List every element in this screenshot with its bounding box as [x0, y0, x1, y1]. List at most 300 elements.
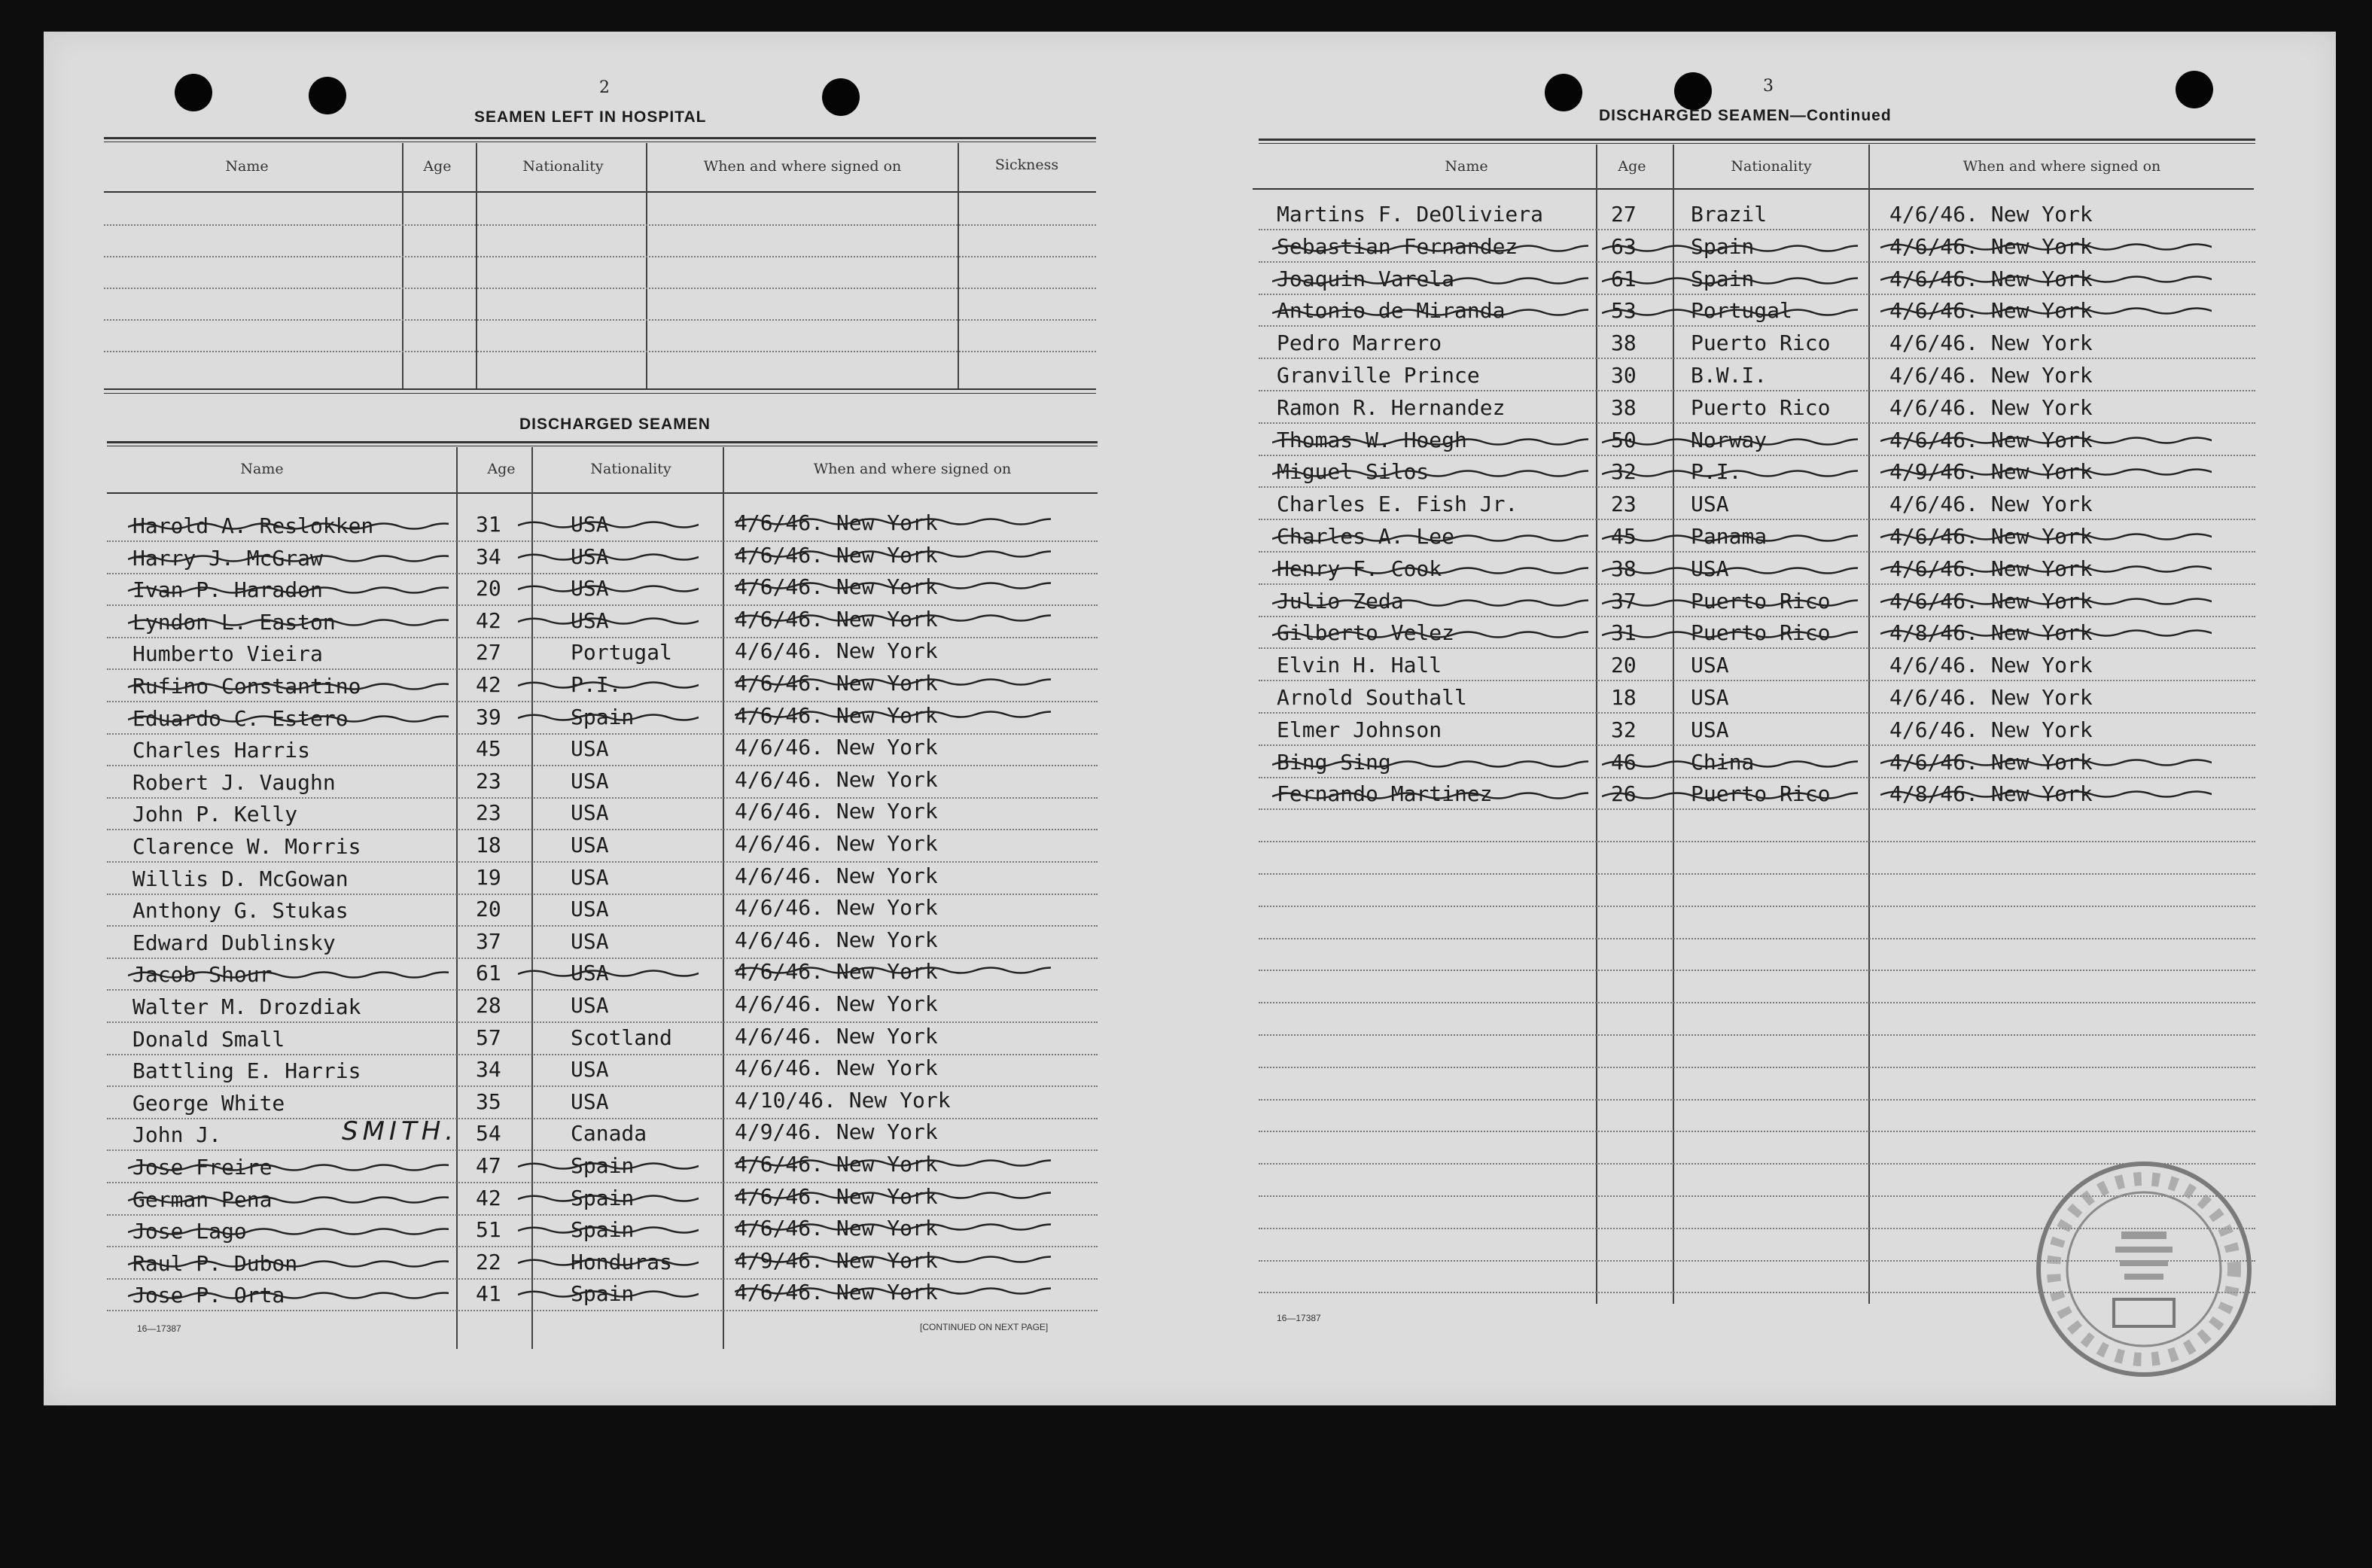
entry-line [1259, 583, 2255, 585]
punch-hole [1674, 72, 1712, 110]
seaman-name: Pedro Marrero [1277, 330, 1442, 355]
strike-through-line [128, 550, 449, 565]
strike-through-line [1602, 787, 1858, 802]
entry-line [104, 319, 1096, 321]
strike-through-line [518, 1190, 699, 1205]
strike-through-line [518, 965, 699, 980]
seaman-name: Willis D. McGowan [132, 866, 349, 891]
seaman-age: 26 [1611, 781, 1637, 806]
col-header-nationality: Nationality [590, 461, 671, 477]
entry-line [107, 1310, 1098, 1311]
signed-on: 4/6/46. New York [735, 767, 938, 792]
entry-line [104, 288, 1096, 289]
strike-through-line [735, 1187, 1051, 1202]
seaman-nationality: Canada [571, 1121, 647, 1146]
seaman-nationality: Spain [571, 1281, 635, 1306]
seaman-age: 23 [476, 769, 501, 793]
entry-line [1259, 325, 2255, 327]
seaman-age: 41 [476, 1281, 501, 1306]
discharged-title: DISCHARGED SEAMEN [519, 416, 711, 433]
signed-on: 4/6/46. New York [735, 574, 938, 599]
strike-through-line [1602, 530, 1858, 545]
signed-on: 4/6/46. New York [1889, 395, 2093, 420]
strike-through-line [1272, 787, 1588, 802]
strike-through-line [518, 516, 699, 531]
entry-line [1259, 261, 2255, 263]
seaman-age: 39 [476, 705, 501, 729]
seaman-nationality: Puerto Rico [1691, 330, 1831, 355]
strike-through-line [1272, 626, 1588, 641]
entry-line [107, 1054, 1098, 1055]
seaman-nationality: Puerto Rico [1691, 781, 1831, 806]
signed-on: 4/10/46. New York [735, 1088, 951, 1113]
seaman-name: Jose Lago [132, 1219, 247, 1244]
divider [1253, 188, 2254, 190]
seaman-name: Charles A. Lee [1277, 524, 1455, 549]
seaman-age: 38 [1611, 330, 1637, 355]
strike-through-line [1272, 756, 1588, 771]
seaman-name: George White [132, 1091, 285, 1116]
col-header-age: Age [1618, 158, 1646, 175]
strike-through-line [518, 709, 699, 724]
seaman-nationality: Honduras [571, 1250, 672, 1274]
seaman-age: 57 [476, 1025, 501, 1050]
seaman-nationality: Scotland [571, 1025, 672, 1050]
entry-line [1259, 1067, 2255, 1068]
divider [1259, 139, 2255, 141]
signed-on: 4/6/46. New York [735, 1152, 938, 1177]
entry-line [1259, 358, 2255, 359]
seaman-name: Sebastian Fernandez [1277, 234, 1518, 259]
seaman-nationality: USA [571, 544, 609, 569]
hospital-top-rule [104, 137, 1096, 139]
seaman-nationality: Portugal [571, 640, 672, 665]
entry-line [1259, 486, 2255, 488]
seaman-age: 37 [1611, 589, 1637, 613]
entry-line [107, 573, 1098, 574]
seaman-name: Charles Harris [132, 738, 311, 763]
strike-through-line [518, 1254, 699, 1269]
seaman-age: 61 [476, 961, 501, 985]
seaman-age: 38 [1611, 395, 1637, 420]
strike-through-line [128, 711, 449, 726]
entry-line [107, 733, 1098, 735]
seaman-nationality: USA [571, 929, 609, 954]
seaman-nationality: USA [571, 897, 609, 921]
strike-through-line [1272, 595, 1588, 610]
seaman-name: Jose Freire [132, 1155, 273, 1180]
entry-line [107, 1118, 1098, 1119]
seaman-name: Gilberto Velez [1277, 620, 1455, 645]
entry-line [1259, 294, 2255, 295]
seaman-age: 42 [476, 1186, 501, 1210]
entry-line [1259, 455, 2255, 456]
entry-line [107, 894, 1098, 895]
signed-on: 4/6/46. New York [735, 735, 938, 760]
entry-line [1259, 519, 2255, 520]
entry-line [104, 224, 1096, 226]
seaman-age: 46 [1611, 750, 1637, 775]
strike-through-line [735, 706, 1051, 721]
punch-hole [1545, 74, 1582, 111]
document-sheet [44, 32, 2336, 1405]
entry-line [1259, 1099, 2255, 1101]
seaman-nationality: Spain [571, 1153, 635, 1178]
signed-on: 4/6/46. New York [735, 799, 938, 824]
title-main: DISCHARGED SEAMEN [1599, 107, 1790, 124]
entry-line [104, 256, 1096, 257]
seaman-nationality: USA [571, 1089, 609, 1114]
punch-hole [2176, 71, 2213, 108]
strike-through-line [1880, 625, 2212, 640]
divider [107, 492, 1098, 494]
seaman-nationality: Panama [1691, 524, 1768, 549]
seaman-nationality: USA [1691, 653, 1729, 677]
seaman-nationality: USA [1691, 717, 1729, 742]
seaman-nationality: USA [571, 800, 609, 825]
seaman-nationality: USA [571, 865, 609, 890]
strike-through-line [128, 1159, 449, 1174]
signed-on: 4/6/46. New York [735, 543, 938, 568]
entry-line [1259, 390, 2255, 391]
column-divider [1868, 145, 1870, 1304]
seaman-nationality: Norway [1691, 428, 1768, 452]
col-header-sickness: Sickness [994, 157, 1059, 173]
signed-on: 4/6/46. New York [735, 703, 938, 728]
col-header-age: Age [487, 461, 516, 477]
strike-through-line [1880, 303, 2212, 318]
signed-on: 4/6/46. New York [735, 895, 938, 920]
seaman-nationality: Spain [571, 705, 635, 729]
entry-line [1259, 680, 2255, 681]
seaman-age: 37 [476, 929, 501, 954]
entry-line [1259, 616, 2255, 617]
strike-through-line [735, 962, 1051, 977]
strike-through-line [1602, 756, 1858, 771]
seaman-name: Henry F. Cook [1277, 556, 1442, 581]
strike-through-line [1272, 530, 1588, 545]
seaman-nationality: USA [1691, 492, 1729, 516]
strike-through-line [1880, 561, 2212, 576]
entry-line [1259, 970, 2255, 971]
strike-through-line [1602, 272, 1858, 288]
entry-line [1259, 1034, 2255, 1036]
seaman-name: Joaquin Varela [1277, 266, 1455, 291]
seaman-nationality: Spain [1691, 234, 1755, 259]
strike-through-line [1272, 465, 1588, 480]
seaman-name: Walter M. Drozdiak [132, 994, 361, 1019]
seaman-age: 53 [1611, 298, 1637, 323]
entry-line [107, 637, 1098, 638]
seaman-nationality: Portugal [1691, 298, 1792, 323]
seaman-name: Harry J. McGraw [132, 546, 323, 571]
seaman-age: 34 [476, 544, 501, 569]
entry-line [107, 1085, 1098, 1087]
seaman-nationality: USA [571, 1057, 609, 1082]
seaman-nationality: USA [571, 993, 609, 1018]
strike-through-line [128, 518, 449, 533]
seaman-name: Antonio de Miranda [1277, 298, 1506, 323]
hospital-title: SEAMEN LEFT IN HOSPITAL [474, 108, 707, 126]
strike-through-line [1880, 593, 2212, 608]
seaman-age: 20 [476, 897, 501, 921]
seaman-name: Humberto Vieira [132, 641, 323, 666]
strike-through-line [1602, 465, 1858, 480]
entry-line [107, 861, 1098, 863]
entry-line [107, 668, 1098, 670]
seaman-age: 20 [476, 576, 501, 601]
seaman-age: 31 [476, 512, 501, 537]
strike-through-line [1602, 434, 1858, 449]
entry-line [1259, 1002, 2255, 1003]
strike-through-line [1880, 239, 2212, 254]
signed-on: 4/6/46. New York [1889, 492, 2093, 516]
strike-through-line [128, 1192, 449, 1207]
signed-on: 4/6/46. New York [1889, 363, 2093, 388]
entry-line [1259, 229, 2255, 230]
signed-on: 4/6/46. New York [1889, 685, 2093, 710]
strike-through-line [128, 582, 449, 597]
strike-through-line [128, 1287, 449, 1302]
title-suffix: —Continued [1789, 107, 1892, 124]
entry-line [107, 1182, 1098, 1183]
seaman-nationality: Spain [571, 1217, 635, 1242]
seaman-name: Clarence W. Morris [132, 834, 361, 859]
seaman-name: Julio Zeda [1277, 589, 1404, 613]
seaman-name: Rufino Constantino [132, 674, 361, 699]
divider [107, 441, 1098, 443]
entry-line [107, 925, 1098, 927]
seaman-nationality: USA [571, 608, 609, 633]
seaman-name: Raul P. Dubon [132, 1251, 298, 1276]
page-number: 2 [599, 78, 610, 97]
seaman-age: 31 [1611, 620, 1637, 645]
official-stamp [2031, 1156, 2257, 1382]
seaman-age: 32 [1611, 459, 1637, 484]
punch-hole [822, 78, 860, 116]
seaman-age: 18 [476, 833, 501, 857]
strike-through-line [1272, 434, 1588, 449]
divider [104, 191, 1096, 193]
signed-on: 4/6/46. New York [1889, 202, 2093, 227]
seaman-nationality: Puerto Rico [1691, 395, 1831, 420]
signed-on: 4/9/46. New York [1889, 459, 2093, 484]
entry-line [107, 701, 1098, 702]
seaman-name: Donald Small [132, 1027, 285, 1052]
strike-through-line [1272, 304, 1588, 319]
strike-through-line [1272, 562, 1588, 577]
signed-on: 4/8/46. New York [1889, 620, 2093, 645]
seaman-age: 61 [1611, 266, 1637, 291]
seaman-age: 47 [476, 1153, 501, 1178]
seaman-age: 30 [1611, 363, 1637, 388]
seaman-nationality: USA [571, 512, 609, 537]
seaman-name: Granville Prince [1277, 363, 1480, 388]
strike-through-line [1880, 786, 2212, 801]
strike-through-line [1880, 464, 2212, 479]
entry-line [1259, 744, 2255, 746]
seaman-name: Elvin H. Hall [1277, 653, 1442, 677]
col-header-signed: When and where signed on [703, 158, 902, 175]
punch-hole [309, 77, 346, 114]
signed-on: 4/6/46. New York [1889, 750, 2093, 775]
signed-on: 4/6/46. New York [735, 607, 938, 632]
seaman-age: 19 [476, 865, 501, 890]
seaman-nationality: USA [571, 736, 609, 761]
seaman-name: Fernando Martinez [1277, 781, 1493, 806]
strike-through-line [735, 610, 1051, 625]
signed-on: 4/6/46. New York [735, 927, 938, 952]
seaman-nationality: Spain [1691, 266, 1755, 291]
strike-through-line [518, 1222, 699, 1237]
col-header-signed: When and where signed on [1962, 158, 2161, 175]
strike-through-line [518, 580, 699, 595]
signed-on: 4/6/46. New York [735, 1184, 938, 1209]
seaman-name: Bing Sing [1277, 750, 1391, 775]
entry-line [1259, 873, 2255, 875]
signed-on: 4/6/46. New York [735, 959, 938, 984]
strike-through-line [518, 549, 699, 564]
column-divider [1596, 145, 1597, 1304]
strike-through-line [128, 678, 449, 693]
strike-through-line [735, 513, 1051, 528]
seaman-nationality: China [1691, 750, 1755, 775]
strike-through-line [1880, 271, 2212, 286]
strike-through-line [735, 674, 1051, 689]
col-header-age: Age [423, 158, 452, 175]
strike-through-line [735, 1155, 1051, 1170]
col-header-signed: When and where signed on [813, 461, 1012, 477]
entry-line [1259, 551, 2255, 553]
seaman-age: 51 [476, 1217, 501, 1242]
signed-on: 4/6/46. New York [1889, 298, 2093, 323]
strike-through-line [128, 1223, 449, 1238]
strike-through-line [735, 1251, 1051, 1266]
strike-through-line [1602, 304, 1858, 319]
continued-title [1599, 107, 1892, 125]
signed-on: 4/6/46. New York [1889, 556, 2093, 581]
signed-on: 4/9/46. New York [735, 1119, 938, 1144]
seaman-name: Ivan P. Haradon [132, 577, 323, 602]
entry-line [107, 604, 1098, 606]
strike-through-line [735, 546, 1051, 561]
signed-on: 4/6/46. New York [735, 1024, 938, 1049]
seaman-name: Ramon R. Hernandez [1277, 395, 1506, 420]
seaman-name: Miguel Silos [1277, 459, 1430, 484]
col-header-nationality: Nationality [522, 158, 604, 175]
signed-on: 4/6/46. New York [735, 638, 938, 663]
col-header-name: Name [225, 158, 269, 175]
entry-line [1259, 938, 2255, 939]
col-header-name: Name [240, 461, 284, 477]
signed-on: 4/6/46. New York [735, 1216, 938, 1241]
seaman-age: 28 [476, 993, 501, 1018]
strike-through-line [128, 967, 449, 982]
seaman-age: 63 [1611, 234, 1637, 259]
seaman-name: Robert J. Vaughn [132, 770, 336, 795]
seaman-name: German Pena [132, 1187, 273, 1212]
signed-on: 4/6/46. New York [1889, 717, 2093, 742]
seaman-name: Jacob Shour [132, 962, 273, 987]
entry-line [107, 1149, 1098, 1151]
strike-through-line [1272, 240, 1588, 255]
seaman-age: 23 [476, 800, 501, 825]
divider [104, 393, 1096, 394]
entry-line [1259, 808, 2255, 810]
signed-on: 4/6/46. New York [735, 510, 938, 535]
strike-through-line [1272, 272, 1588, 288]
seaman-name: Eduardo C. Estero [132, 706, 349, 731]
entry-line [107, 829, 1098, 830]
entry-line [107, 540, 1098, 542]
strike-through-line [128, 1256, 449, 1271]
entry-line [104, 351, 1096, 352]
seaman-name: Thomas W. Hoegh [1277, 428, 1467, 452]
entry-line [107, 958, 1098, 959]
continued-note: [CONTINUED ON NEXT PAGE] [920, 1322, 1049, 1332]
col-header-name: Name [1445, 158, 1488, 175]
signed-on: 4/6/46. New York [735, 1280, 938, 1305]
strike-through-line [518, 677, 699, 692]
signed-on: 4/6/46. New York [1889, 524, 2093, 549]
seaman-nationality: P.I. [571, 672, 622, 697]
seaman-age: 23 [1611, 492, 1637, 516]
seaman-name: Martins F. DeOliviera [1277, 202, 1544, 227]
entry-line [1259, 906, 2255, 907]
signed-on: 4/6/46. New York [1889, 428, 2093, 452]
seaman-name: John P. Kelly [132, 802, 298, 827]
seaman-nationality: Spain [571, 1186, 635, 1210]
seaman-nationality: USA [571, 961, 609, 985]
seaman-name: Lyndon L. Easton [132, 610, 336, 635]
entry-line [107, 765, 1098, 766]
strike-through-line [1602, 626, 1858, 641]
seaman-nationality: Puerto Rico [1691, 620, 1831, 645]
strike-through-line [1880, 432, 2212, 447]
seaman-name: Battling E. Harris [132, 1058, 361, 1083]
strike-through-line [1880, 754, 2212, 769]
strike-through-line [518, 613, 699, 628]
entry-line [1259, 422, 2255, 424]
signed-on: 4/6/46. New York [735, 671, 938, 696]
entry-line [107, 989, 1098, 991]
page-number: 3 [1763, 77, 1774, 96]
divider [1259, 143, 2255, 144]
seaman-nationality: USA [571, 833, 609, 857]
seaman-age: 34 [476, 1057, 501, 1082]
punch-hole [175, 74, 212, 111]
seaman-age: 18 [1611, 685, 1637, 710]
seaman-name: Arnold Southall [1277, 685, 1467, 710]
signed-on: 4/6/46. New York [1889, 234, 2093, 259]
strike-through-line [128, 614, 449, 629]
signed-on: 4/6/46. New York [735, 863, 938, 888]
entry-line [1259, 1131, 2255, 1132]
strike-through-line [735, 1283, 1051, 1298]
seaman-nationality: Brazil [1691, 202, 1768, 227]
strike-through-line [1602, 240, 1858, 255]
entry-line [107, 1246, 1098, 1247]
seaman-age: 35 [476, 1089, 501, 1114]
seaman-age: 45 [476, 736, 501, 761]
seaman-age: 42 [476, 672, 501, 697]
seaman-age: 54 [476, 1121, 501, 1146]
seaman-nationality: B.W.I. [1691, 363, 1768, 388]
signed-on: 4/6/46. New York [1889, 653, 2093, 677]
entry-line [107, 1278, 1098, 1280]
strike-through-line [735, 1219, 1051, 1234]
seaman-name: Charles E. Fish Jr. [1277, 492, 1518, 516]
